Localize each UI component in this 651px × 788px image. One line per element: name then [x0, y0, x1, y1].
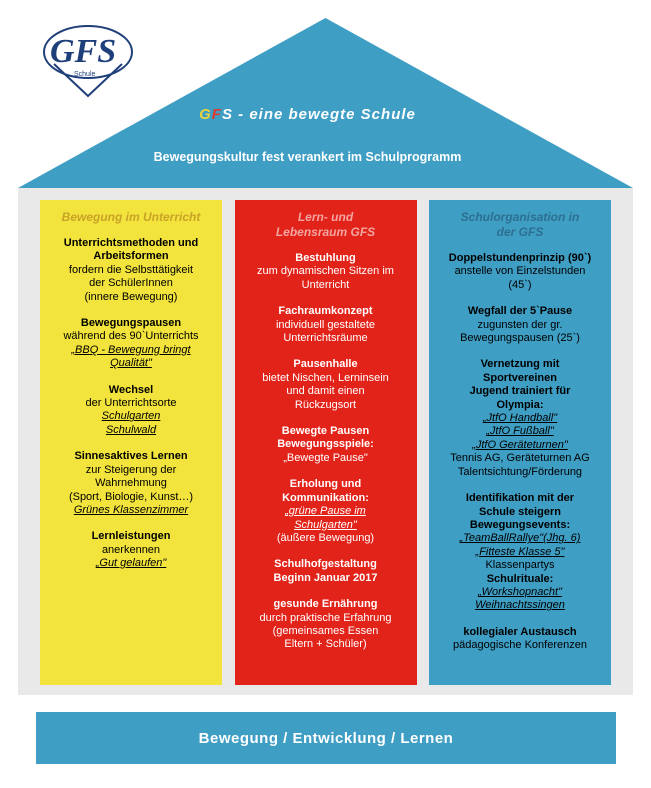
roof-subtitle: Bewegungskultur fest verankert im Schulprogramm [153, 150, 462, 164]
pillar-entry-line: „Bewegte Pause" [283, 451, 368, 464]
pillar-entry-line: Erholung und [289, 478, 362, 491]
pillar-entry-line: während des 90`Unterrichts [63, 330, 199, 343]
pillar-entry-line: Vernetzung mit [480, 358, 560, 371]
pillar-entry-line: „JtfO Fußball" [486, 425, 554, 438]
pillar-entry-line: anstelle von Einzelstunden [454, 265, 586, 278]
pillar-heading-3 [435, 210, 605, 240]
pillar-entry-line: individuell gestaltete [275, 318, 376, 331]
pillar-entry [435, 492, 605, 613]
pillar-entry-line: „JtfO Handball" [482, 412, 558, 425]
svg-text:Schule: Schule [74, 71, 96, 78]
pillar-entry-line: Schulhofgestaltung [274, 558, 377, 571]
pillar-entry [435, 305, 605, 345]
pillar-entry-line: kollegialer Austausch [463, 625, 577, 638]
pillar-schulorganisation [429, 200, 611, 685]
pillar-lern-und-lebensraum [235, 200, 417, 685]
pillar-entry [435, 252, 605, 292]
pillar-entry-line: Kommunikation: [282, 491, 369, 504]
pillar-entry-line: Bewegungspausen (25`) [460, 332, 580, 345]
pillar-entry [241, 478, 411, 545]
pillar-body-3 [435, 252, 605, 653]
pillar-entry-line: Talentsichtung/Förderung [457, 465, 583, 478]
pillar-entry-line: Sportvereinen [483, 371, 557, 384]
foundation-label: Bewegung / Entwicklung / Lernen [198, 729, 454, 747]
pillar-entry-line: Eltern + Schüler) [284, 638, 367, 651]
pillar-entry-line: Rückzugsort [294, 398, 357, 411]
roof-title-rest: - eine bewegte Schule [232, 106, 416, 123]
pillar-entry-line: Qualität" [110, 357, 152, 370]
pillar-entry-line: Schule steigern [479, 505, 561, 518]
pillar-heading-1 [46, 210, 216, 225]
pillar-entry-line: Bestuhlung [295, 252, 356, 264]
pillar-entry-line: Unterrichtsmethoden und [63, 237, 199, 249]
roof-title-g: G [199, 106, 212, 123]
pillar-heading-line: Bewegung im Unterricht [61, 210, 201, 224]
pillar-entry-line: Tennis AG, Geräteturnen AG [450, 452, 590, 465]
pillar-heading-line: der GFS [496, 225, 544, 239]
pillar-body-1 [46, 237, 216, 571]
foundation-bar [36, 712, 616, 764]
pillar-entry [241, 358, 411, 412]
pillar-entry-line: (Sport, Biologie, Kunst…) [68, 490, 194, 503]
pillar-entry-line: fordern die Selbsttätigkeit [68, 263, 194, 276]
pillar-entry-line: Unterrichtsräume [283, 332, 368, 345]
gfs-logo-icon [40, 18, 136, 98]
roof-title-s: S [221, 106, 233, 123]
pillar-entry-line: Bewegungspausen [80, 317, 182, 330]
pillar-entry-line: und damit einen [286, 385, 365, 398]
pillar-entry [241, 425, 411, 465]
pillar-entry-line: „BBQ - Bewegung bringt [71, 343, 191, 356]
pillar-entry-line: Schulwald [105, 423, 157, 436]
pillar-entry-line: der Unterrichtsorte [85, 397, 177, 410]
pillar-bewegung-im-unterricht [40, 200, 222, 685]
svg-text:GFS: GFS [50, 33, 117, 70]
pillar-entry-line: Schulgarten" [294, 518, 357, 531]
pillar-heading-line: Lern- und [297, 210, 354, 224]
pillar-entry [435, 358, 605, 479]
pillar-entry-line: Pausenhalle [293, 358, 358, 371]
pillar-entry-line: Bewegungsspiele: [277, 438, 374, 451]
pillar-entry [46, 317, 216, 371]
pillar-entry [241, 598, 411, 652]
pillar-entry-line: Fachraumkonzept [278, 305, 373, 318]
pillar-entry-line: Unterricht [301, 278, 350, 291]
pillar-entry-line: (äußere Bewegung) [276, 531, 375, 544]
roof-title-f: F [211, 106, 222, 123]
pillar-entry-line: (45`) [508, 278, 532, 291]
pillar-entry-line: zur Steigerung der [85, 463, 177, 476]
pillar-entry-line: „JtfO Geräteturnen" [472, 438, 568, 451]
pillar-entry-line: Wechsel [108, 383, 154, 396]
pillar-entry [46, 530, 216, 570]
roof-title [0, 106, 615, 123]
pillar-entry-line: pädagogische Konferenzen [453, 639, 587, 652]
pillar-heading-line: Schulorganisation in [460, 210, 580, 224]
pillar-entry-line: Lernleistungen [91, 530, 171, 543]
pillar-entry-line: Schulrituale: [486, 572, 554, 585]
pillar-entry-line: zugunsten der gr. [477, 318, 563, 331]
pillar-entry-line: (gemeinsames Essen [272, 624, 379, 637]
pillar-entry-line: „Fitteste Klasse 5" [475, 545, 565, 558]
pillar-entry [241, 558, 411, 585]
pillar-entry-line: (innere Bewegung) [84, 290, 178, 303]
pillar-entry-line: „Gut gelaufen" [95, 557, 167, 570]
pillar-entry [435, 626, 605, 653]
pillar-entry [46, 450, 216, 517]
pillar-entry-line: Wahrnehmung [95, 477, 167, 490]
pillar-body-2 [241, 252, 411, 652]
pillar-entry-line: „TeamBallRallye"(Jhg. 6) [459, 532, 581, 545]
pillar-entry-line: Sinnesaktives Lernen [74, 450, 188, 463]
pillar-entry-line: Schulgarten [101, 410, 161, 423]
pillar-entry-line: Weihnachtssingen [475, 599, 565, 612]
pillar-entry-line: Doppelstundenprinzip (90`) [448, 252, 592, 264]
pillar-entry-line: Identifikation mit der [465, 492, 575, 505]
pillar-entry-line: Arbeitsformen [93, 250, 169, 263]
pillar-entry-line: „Workshopnacht" [478, 585, 562, 598]
pillar-entry-line: Jugend trainiert für [469, 385, 571, 398]
pillar-heading-line: Lebensraum GFS [275, 225, 376, 239]
pillar-entry-line: „grüne Pause im [285, 505, 366, 518]
pillar-entry-line: anerkennen [101, 543, 161, 556]
pillar-entry-line: Bewegungsevents: [469, 518, 571, 531]
pillar-entry-line: Bewegte Pausen [281, 425, 370, 438]
pillar-entry-line: Olympia: [496, 398, 544, 411]
pillar-entry-line: bietet Nischen, Lerninsein [262, 371, 389, 384]
pillar-entry [241, 305, 411, 345]
pillar-entry-line: gesunde Ernährung [273, 598, 378, 611]
pillar-entry [241, 252, 411, 292]
pillar-entry-line: durch praktische Erfahrung [259, 611, 392, 624]
pillar-heading-2 [241, 210, 411, 240]
pillar-container [18, 200, 633, 685]
pillar-entry-line: der SchülerInnen [89, 277, 173, 290]
pillar-entry-line: Wegfall der 5`Pause [467, 305, 573, 318]
pillar-entry [46, 237, 216, 304]
pillar-entry [46, 384, 216, 438]
pillar-entry-line: zum dynamischen Sitzen im [257, 265, 394, 278]
pillar-entry-line: Klassenpartys [485, 559, 555, 572]
pillar-entry-line: Beginn Januar 2017 [273, 571, 378, 584]
pillar-entry-line: Grünes Klassenzimmer [73, 503, 189, 516]
